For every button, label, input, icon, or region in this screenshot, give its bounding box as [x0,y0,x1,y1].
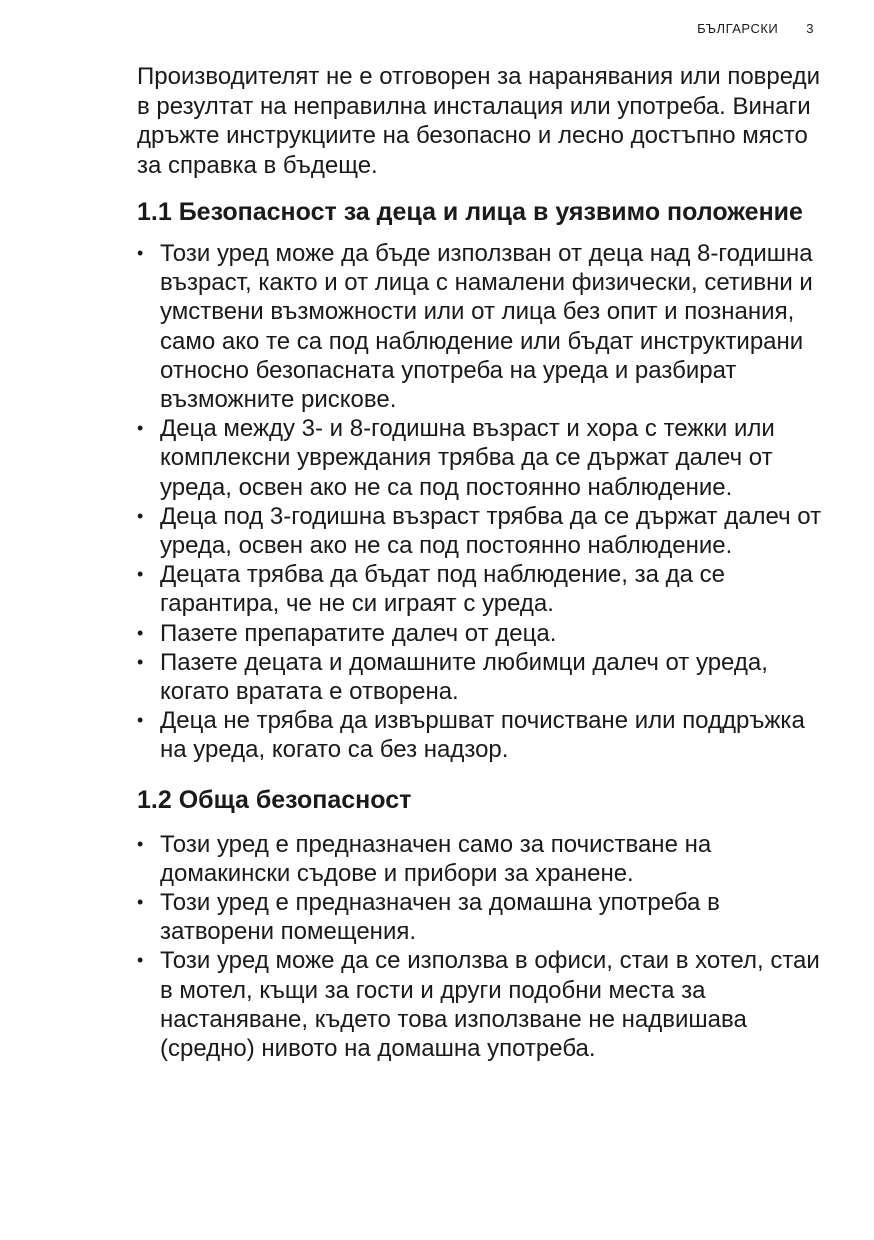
list-item: • Пазете децата и домашните любимци далеч от уреда, когато вратата е отворена. [137,648,827,706]
child-safety-list [137,239,827,765]
list-item: • Деца не трябва да извършват почистване или поддръжка на уреда, когато са без надзор. [137,706,827,764]
general-safety-list [137,830,827,1064]
section-heading-general-safety: 1.2 Обща безопасност [137,785,412,814]
running-header [697,21,814,36]
list-item: • Децата трябва да бъдат под наблюдение, за да се гарантира, че не си играят с уреда. [137,560,827,618]
list-item: • Този уред може да се използва в офиси, стаи в хотел, стаи в мотел, къщи за гости и други подобни места за настаняване, където това използване не надвишава (средно) нивото на домашна употреба. [137,946,827,1063]
page-content [137,62,827,1063]
header-language: БЪЛГАРСКИ [697,21,779,36]
section-heading-child-safety: 1.1 Безопасност за деца и лица в уязвимо положение [137,198,803,226]
list-item: • Деца между 3- и 8-годишна възраст и хора с тежки или комплексни увреждания трябва да се държат далеч от уреда, освен ако не са под постоянно наблюдение. [137,414,827,502]
page-number: 3 [806,21,814,36]
list-item: • Този уред е предназначен само за почистване на домакински съдове и прибори за хранене. [137,830,827,888]
list-item: • Деца под 3-годишна възраст трябва да се държат далеч от уреда, освен ако не са под постоянно наблюдение. [137,502,827,560]
list-item: • Този уред може да бъде използван от деца над 8-годишна възраст, както и от лица с намалени физически, сетивни и умствени възможности или от лица без опит и познания, само ако те са под наблюдение или бъдат инструктирани относно безопасната употреба на уреда и разбират възможните рискове. [137,239,827,414]
list-item: • Пазете препаратите далеч от деца. [137,619,827,648]
intro-paragraph: Производителят не е отговорен за наранявания или повреди в резултат на неправилна инсталация или употреба. Винаги дръжте инструкциите на безопасно и лесно достъпно място за справка в бъдеще. [137,63,820,179]
list-item: • Този уред е предназначен за домашна употреба в затворени помещения. [137,888,827,946]
